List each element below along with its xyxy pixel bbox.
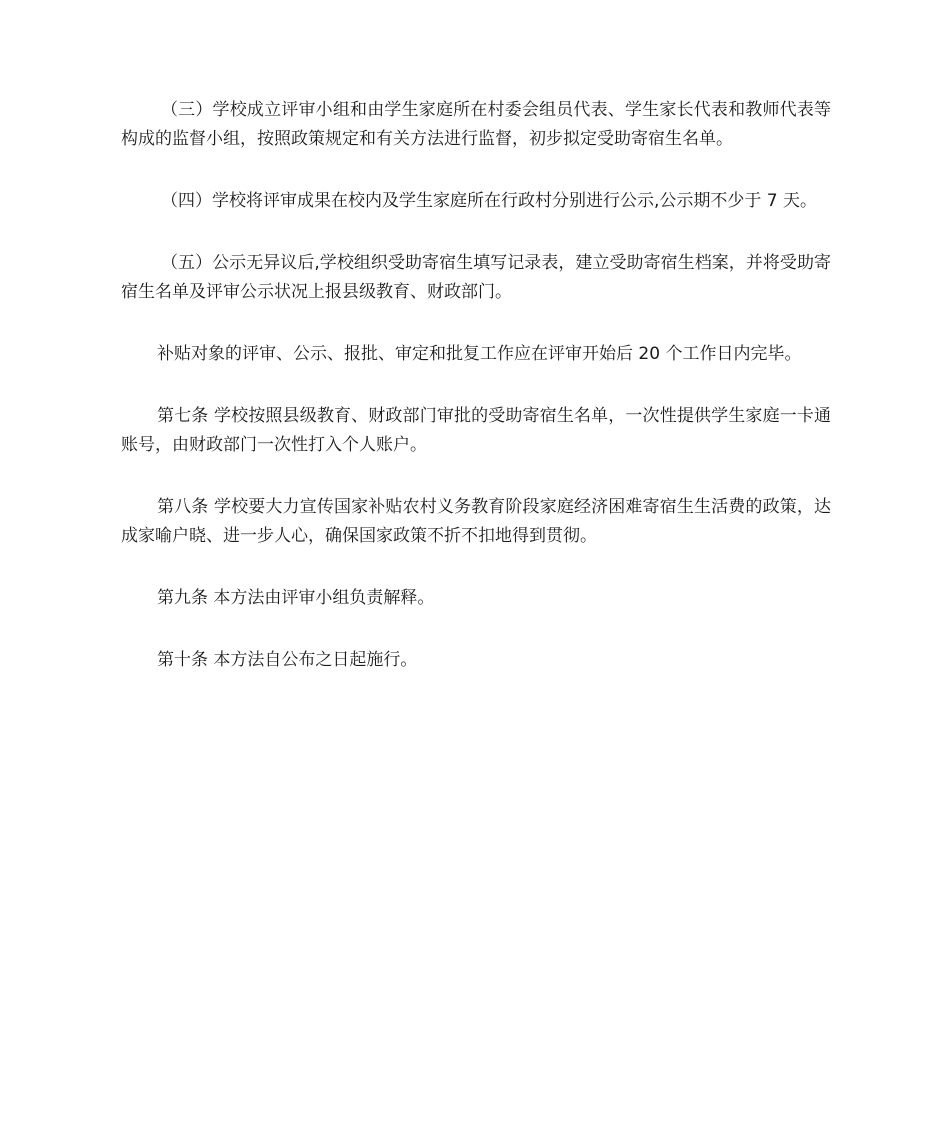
paragraph-article-7: 第七条 学校按照县级教育、财政部门审批的受助寄宿生名单，一次性提供学生家庭一卡通账号，由财政部门一次性打入个人账户。 [121, 406, 831, 455]
paragraph-item-3: （三）学校成立评审小组和由学生家庭所在村委会组员代表、学生家长代表和教师代表等构成的监督小组，按照政策规定和有关方法进行监督，初步拟定受助寄宿生名单。 [121, 100, 831, 149]
paragraph-item-5: （五）公示无异议后,学校组织受助寄宿生填写记录表，建立受助寄宿生档案，并将受助寄宿生名单及评审公示状况上报县级教育、财政部门。 [121, 253, 831, 302]
paragraph-article-8: 第八条 学校要大力宣传国家补贴农村义务教育阶段家庭经济困难寄宿生生活费的政策，达成家喻户晓、进一步人心，确保国家政策不折不扣地得到贯彻。 [121, 497, 831, 546]
paragraph-article-9: 第九条 本方法由评审小组负责解释。 [157, 588, 435, 608]
paragraph-item-4: （四）学校将评审成果在校内及学生家庭所在行政村分别进行公示,公示期不少于 7 天。 [161, 191, 818, 211]
document-body [121, 96, 831, 708]
paragraph-article-10: 第十条 本方法自公布之日起施行。 [157, 650, 418, 670]
paragraph-deadline: 补贴对象的评审、公示、报批、审定和批复工作应在评审开始后 20 个工作日内完毕。 [157, 344, 802, 364]
